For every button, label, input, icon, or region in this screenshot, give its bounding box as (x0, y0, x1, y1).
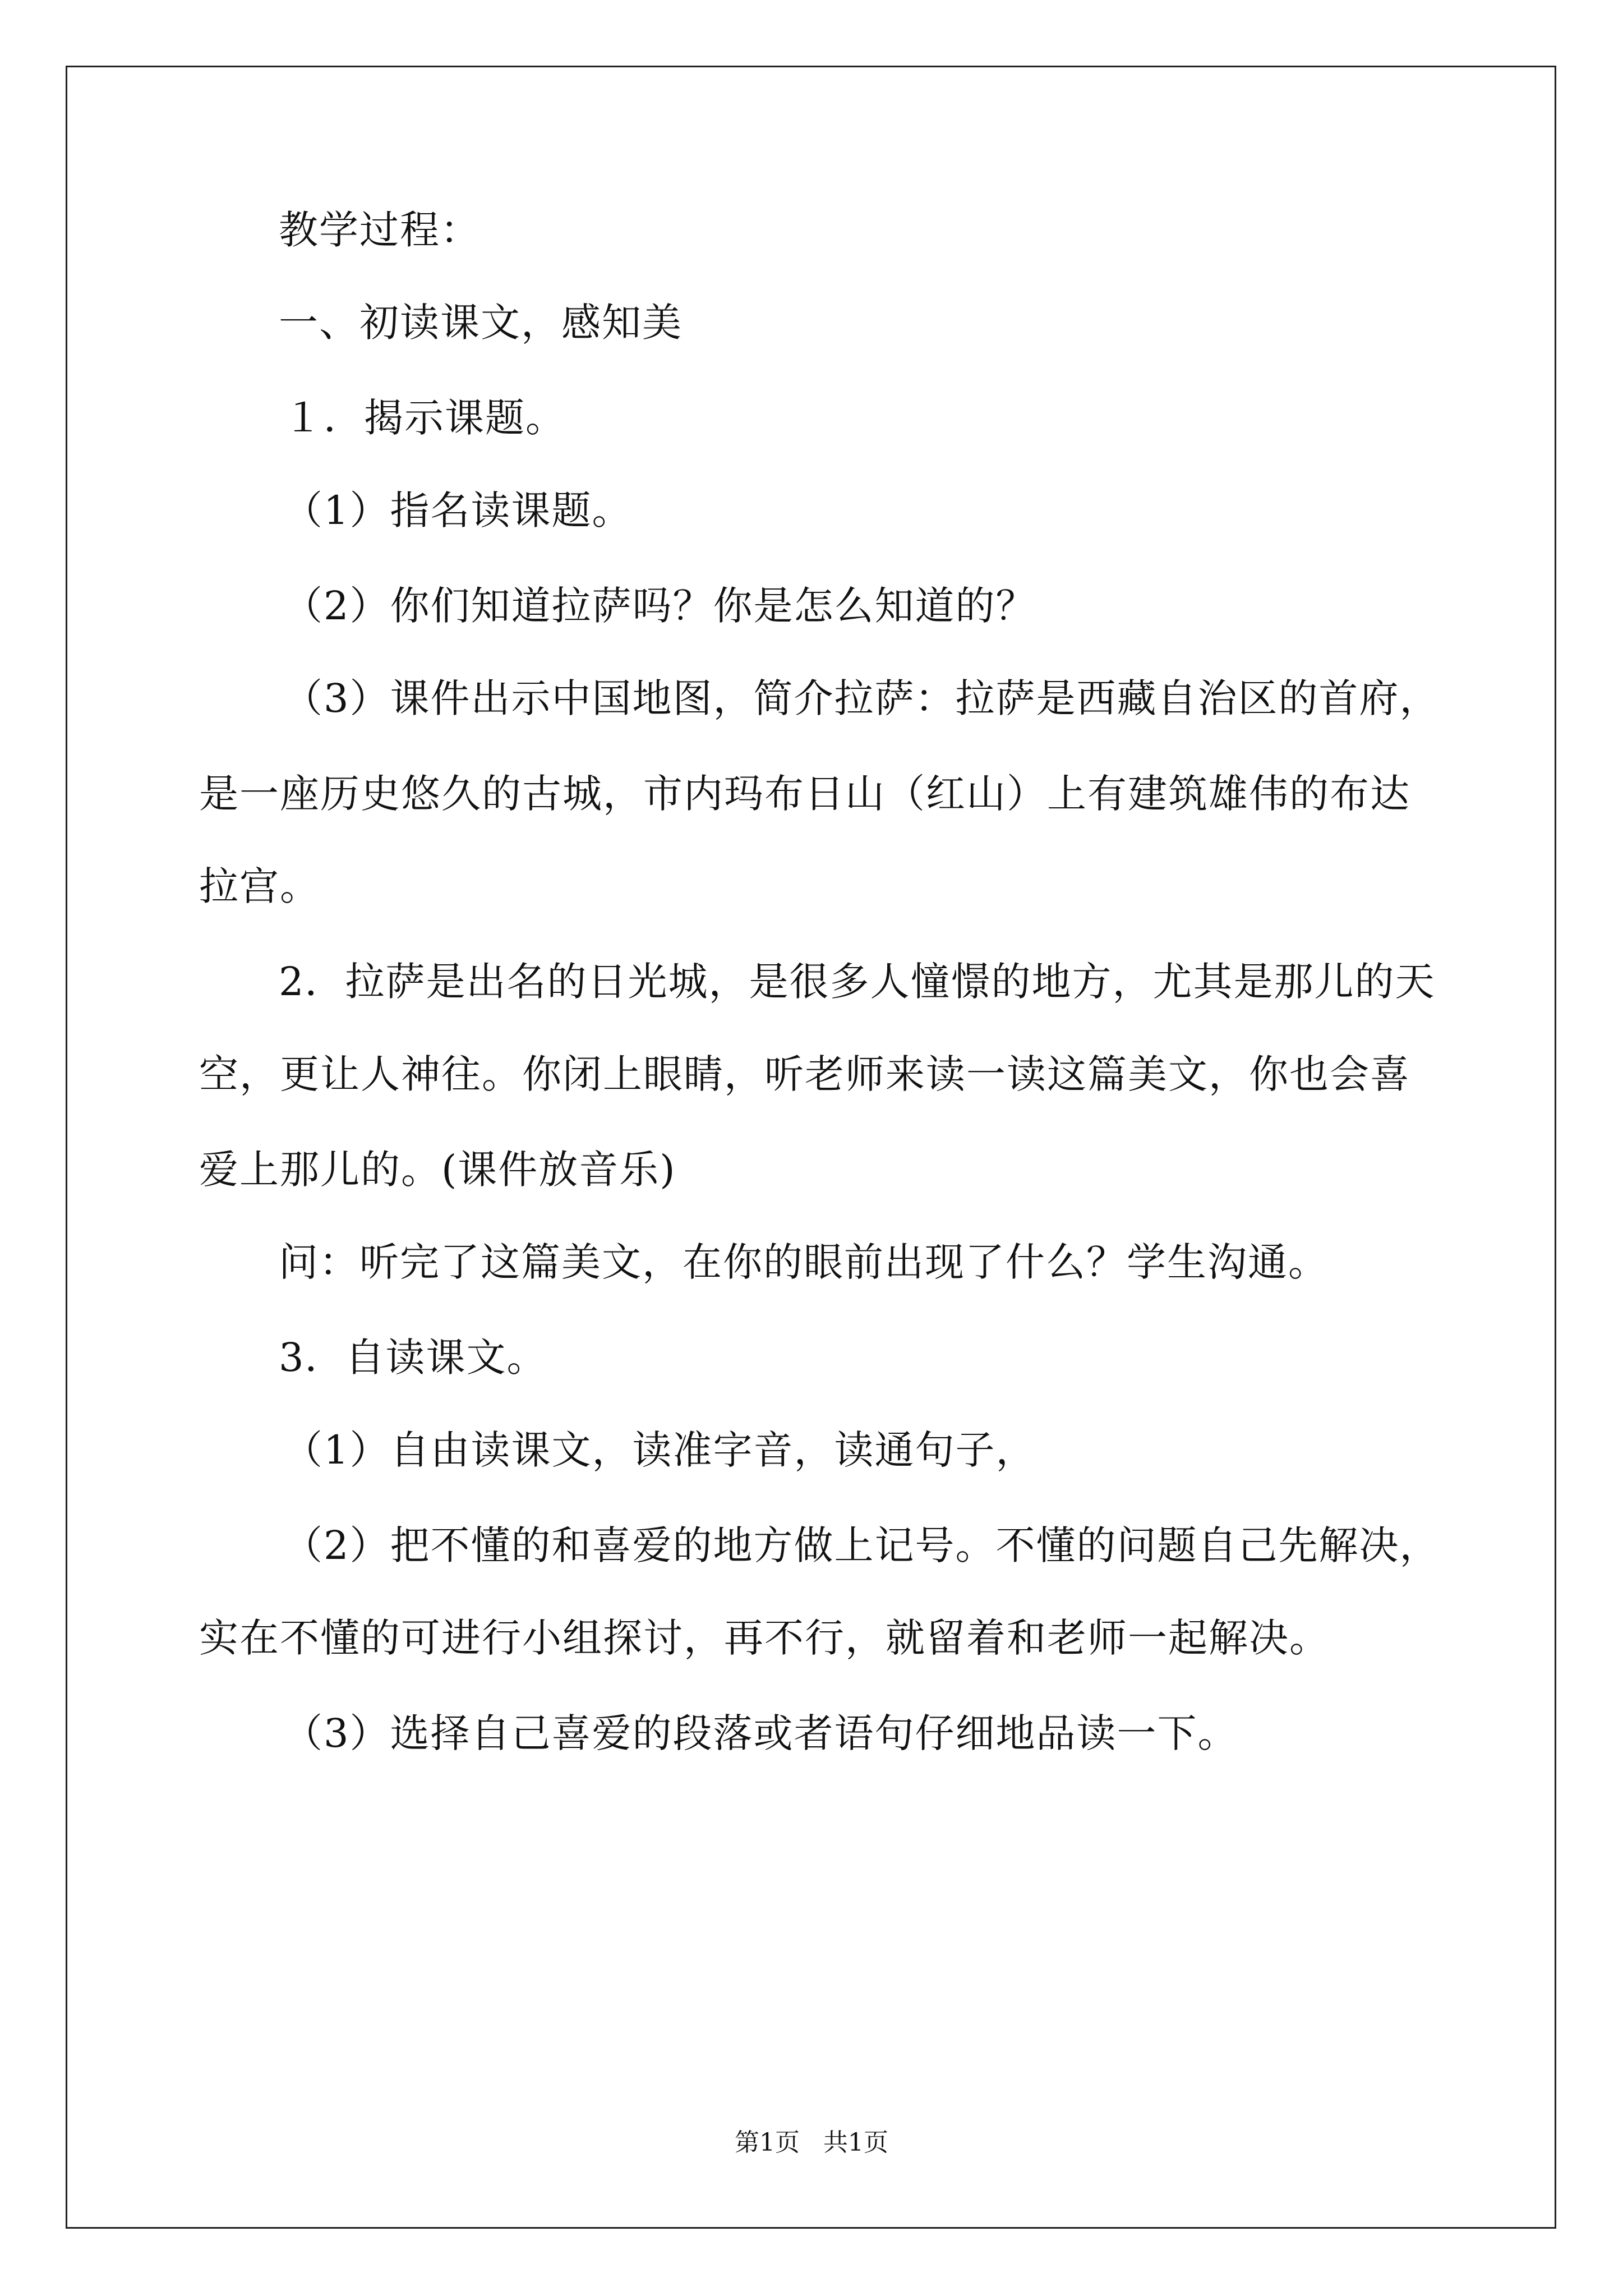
list-item-2-line-1: 2．拉萨是出名的日光城，是很多人憧憬的地方，尤其是那儿的天 (279, 959, 1436, 1005)
list-item-1: １．揭示课题。 (283, 395, 566, 441)
heading-teaching-process: 教学过程： (279, 207, 481, 253)
list-item-3-2-line-1: （2）把不懂的和喜爱的地方做上记号。不懂的问题自己先解决， (283, 1522, 1440, 1568)
list-item-1-3-line-1: （3）课件出示中国地图，简介拉萨：拉萨是西藏自治区的首府， (283, 675, 1440, 721)
list-item-2-line-3: 爱上那儿的。(课件放音乐) (199, 1147, 676, 1193)
list-item-1-3-line-3: 拉宫。 (199, 863, 320, 909)
list-item-3-2-line-2: 实在不懂的可进行小组探讨，再不行，就留着和老师一起解决。 (199, 1615, 1330, 1661)
list-item-3-3: （3）选择自己喜爱的段落或者语句仔细地品读一下。 (283, 1710, 1238, 1756)
page-number-footer: 第1页 共1页 (735, 2128, 888, 2157)
list-item-3: 3．自读课文。 (279, 1335, 547, 1381)
list-item-1-2: （2）你们知道拉萨吗？你是怎么知道的？ (283, 583, 1036, 629)
list-item-1-1: （1）指名读课题。 (283, 487, 633, 533)
section-heading-1: 一、初读课文，感知美 (279, 300, 683, 346)
list-item-2-line-2: 空，更让人神往。你闭上眼睛，听老师来读一读这篇美文，你也会喜 (199, 1051, 1410, 1097)
list-item-3-1: （1）自由读课文，读准字音，读通句子， (283, 1427, 1036, 1473)
question-paragraph: 问：听完了这篇美文，在你的眼前出现了什么？学生沟通。 (279, 1239, 1329, 1285)
list-item-1-3-line-2: 是一座历史悠久的古城，市内玛布日山（红山）上有建筑雄伟的布达 (199, 771, 1410, 817)
